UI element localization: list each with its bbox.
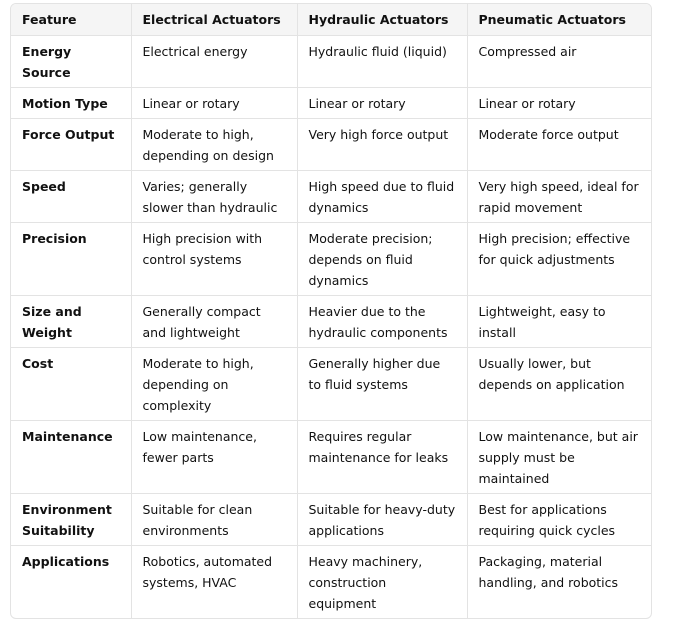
hydraulic-cell: Requires regular maintenance for leaks: [297, 421, 467, 494]
feature-cell: Energy Source: [11, 36, 131, 88]
header-row: [11, 4, 651, 36]
feature-cell: Applications: [11, 546, 131, 619]
electrical-cell: Generally compact and lightweight: [131, 296, 297, 348]
hydraulic-cell: High speed due to fluid dynamics: [297, 171, 467, 223]
header-electrical: Electrical Actuators: [131, 4, 297, 36]
hydraulic-cell: Moderate precision; depends on fluid dynamics: [297, 223, 467, 296]
feature-cell: Speed: [11, 171, 131, 223]
pneumatic-cell: Low maintenance, but air supply must be maintained: [467, 421, 651, 494]
pneumatic-cell: Best for applications requiring quick cycles: [467, 494, 651, 546]
table-row: [11, 421, 651, 494]
header-feature: Feature: [11, 4, 131, 36]
feature-cell: Precision: [11, 223, 131, 296]
feature-cell: Maintenance: [11, 421, 131, 494]
pneumatic-cell: Linear or rotary: [467, 88, 651, 119]
electrical-cell: Linear or rotary: [131, 88, 297, 119]
hydraulic-cell: Heavy machinery, construction equipment: [297, 546, 467, 619]
feature-cell: Force Output: [11, 119, 131, 171]
actuator-comparison-table: [11, 4, 651, 618]
table-body: [11, 36, 651, 619]
table-row: [11, 546, 651, 619]
hydraulic-cell: Linear or rotary: [297, 88, 467, 119]
electrical-cell: Moderate to high, depending on design: [131, 119, 297, 171]
header-hydraulic: Hydraulic Actuators: [297, 4, 467, 36]
electrical-cell: Moderate to high, depending on complexity: [131, 348, 297, 421]
pneumatic-cell: Very high speed, ideal for rapid movement: [467, 171, 651, 223]
pneumatic-cell: Moderate force output: [467, 119, 651, 171]
header-pneumatic: Pneumatic Actuators: [467, 4, 651, 36]
table-row: [11, 88, 651, 119]
table-row: [11, 223, 651, 296]
table-row: [11, 36, 651, 88]
pneumatic-cell: Packaging, material handling, and robotics: [478, 554, 619, 590]
comparison-table-container: [10, 3, 652, 619]
electrical-cell: Robotics, automated systems, HVAC: [131, 546, 297, 619]
feature-cell: Cost: [11, 348, 131, 421]
hydraulic-cell: Generally higher due to fluid systems: [297, 348, 467, 421]
pneumatic-cell: High precision; effective for quick adjustments: [467, 223, 651, 296]
electrical-cell: Varies; generally slower than hydraulic: [131, 171, 297, 223]
feature-cell: Motion Type: [11, 88, 131, 119]
table-row: [11, 171, 651, 223]
hydraulic-cell: Suitable for heavy-duty applications: [297, 494, 467, 546]
table-row: [11, 119, 651, 171]
hydraulic-cell: Hydraulic fluid (liquid): [297, 36, 467, 88]
hydraulic-cell: Heavier due to the hydraulic components: [297, 296, 467, 348]
hydraulic-cell: Very high force output: [297, 119, 467, 171]
table-row: [11, 348, 651, 421]
electrical-cell: Low maintenance, fewer parts: [131, 421, 297, 494]
electrical-cell: Electrical energy: [131, 36, 297, 88]
feature-cell: Size and Weight: [11, 296, 131, 348]
pneumatic-cell: Usually lower, but depends on application: [467, 348, 651, 421]
table-header: [11, 4, 651, 36]
feature-cell: Environment Suitability: [11, 494, 131, 546]
electrical-cell: Suitable for clean environments: [131, 494, 297, 546]
pneumatic-cell: Lightweight, easy to install: [467, 296, 651, 348]
electrical-cell: High precision with control systems: [131, 223, 297, 296]
pneumatic-cell: Compressed air: [467, 36, 651, 88]
table-row: [11, 296, 651, 348]
